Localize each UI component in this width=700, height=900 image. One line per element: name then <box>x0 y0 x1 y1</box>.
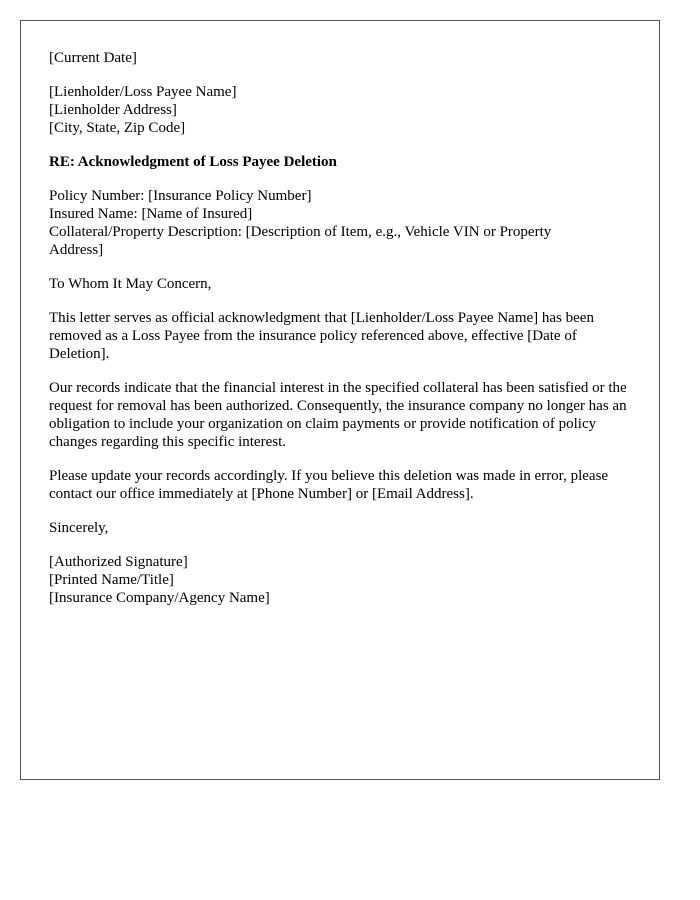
collateral-description-line2: Address] <box>49 242 104 258</box>
insured-name: Insured Name: [Name of Insured] <box>49 206 253 222</box>
details-block <box>49 187 639 259</box>
recipient-block <box>49 83 639 137</box>
subject-line: RE: Acknowledgment of Loss Payee Deletion <box>49 154 337 170</box>
authorized-signature: [Authorized Signature] <box>49 554 188 570</box>
printed-name-title: [Printed Name/Title] <box>49 572 174 588</box>
paragraph-update-request: Please update your records accordingly. If you believe this deletion was made in error, please contact our office immediately at [Phone Number] or [Email Address]. <box>49 468 609 502</box>
signature-block <box>49 553 639 607</box>
letter-date: [Current Date] <box>49 50 137 66</box>
date-block <box>49 49 639 67</box>
recipient-name: [Lienholder/Loss Payee Name] <box>49 84 237 100</box>
letter-page <box>20 20 660 780</box>
recipient-address: [Lienholder Address] <box>49 102 177 118</box>
paragraph-acknowledgment: This letter serves as official acknowledgment that [Lienholder/Loss Payee Name] has been removed as a Loss Payee from the insurance policy referenced above, effective [Date of Deletion]. <box>49 310 594 362</box>
policy-number: Policy Number: [Insurance Policy Number] <box>49 188 312 204</box>
subject-block <box>49 153 639 171</box>
recipient-city-state-zip: [City, State, Zip Code] <box>49 120 186 136</box>
closing: Sincerely, <box>49 520 109 536</box>
company-name: [Insurance Company/Agency Name] <box>49 590 270 606</box>
salutation: To Whom It May Concern, <box>49 276 212 292</box>
letter-body <box>49 49 639 623</box>
collateral-description-line1: Collateral/Property Description: [Description of Item, e.g., Vehicle VIN or Property <box>49 224 552 240</box>
paragraph-records: Our records indicate that the financial interest in the specified collateral has been satisfied or the request for removal has been authorized. Consequently, the insurance company no longer has an obligation to include your organization on claim payments or provide notification of policy changes regarding this specific interest. <box>49 380 627 450</box>
